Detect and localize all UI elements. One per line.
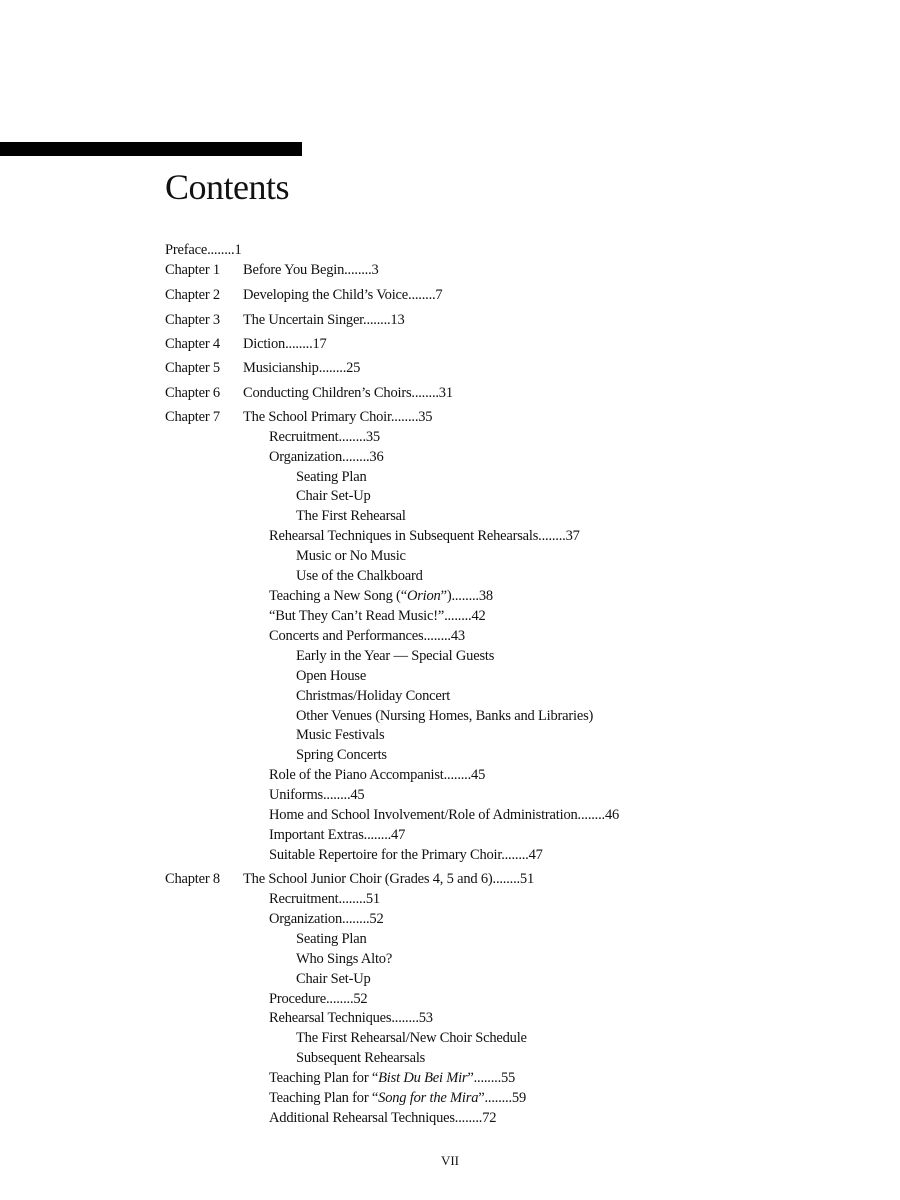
toc-subsection: Chair Set-Up xyxy=(296,488,371,504)
toc-subsection: Open House xyxy=(296,668,367,684)
toc-section: Uniforms........45 xyxy=(269,787,365,803)
toc-subsection: Music Festivals xyxy=(296,727,385,743)
toc-subsection: Early in the Year — Special Guests xyxy=(296,648,495,664)
chapter-title: Before You Begin........3 xyxy=(243,262,379,278)
chapter-number: Chapter 7 xyxy=(165,409,220,425)
toc-section: “But They Can’t Read Music!”........42 xyxy=(269,608,486,624)
chapter-title: Developing the Child’s Voice........7 xyxy=(243,287,443,303)
toc-preface: Preface........1 xyxy=(165,242,242,258)
toc-section: Suitable Repertoire for the Primary Choir........47 xyxy=(269,847,543,863)
toc-section: Home and School Involvement/Role of Administration........46 xyxy=(269,807,620,823)
chapter-number: Chapter 8 xyxy=(165,871,220,887)
toc-section: Teaching Plan for “Bist Du Bei Mir”........55 xyxy=(269,1070,516,1086)
toc-section: Teaching a New Song (“Orion”)........38 xyxy=(269,588,493,604)
toc-subsection: The First Rehearsal xyxy=(296,508,406,524)
toc-subsection: Use of the Chalkboard xyxy=(296,568,423,584)
page-number: VII xyxy=(440,1153,460,1168)
header-rule xyxy=(0,142,302,156)
chapter-title: The School Primary Choir........35 xyxy=(243,409,433,425)
toc-section: Teaching Plan for “Song for the Mira”........59 xyxy=(269,1090,527,1106)
toc-section: Recruitment........35 xyxy=(269,429,380,445)
toc-section: Additional Rehearsal Techniques........72 xyxy=(269,1110,497,1126)
chapter-title: Conducting Children’s Choirs........31 xyxy=(243,385,453,401)
toc-section: Procedure........52 xyxy=(269,991,368,1007)
chapter-number: Chapter 4 xyxy=(165,336,220,352)
toc-subsection: The First Rehearsal/New Choir Schedule xyxy=(296,1030,527,1046)
toc-subsection: Christmas/Holiday Concert xyxy=(296,688,451,704)
chapter-title: Musicianship........25 xyxy=(243,360,361,376)
page-title: Contents xyxy=(165,167,290,207)
chapter-title: The Uncertain Singer........13 xyxy=(243,312,405,328)
toc-subsection: Spring Concerts xyxy=(296,747,387,763)
chapter-number: Chapter 3 xyxy=(165,312,220,328)
chapter-title: The School Junior Choir (Grades 4, 5 and 6)........51 xyxy=(243,871,535,887)
toc-section: Important Extras........47 xyxy=(269,827,406,843)
toc-section: Rehearsal Techniques in Subsequent Rehearsals........37 xyxy=(269,528,580,544)
toc-subsection: Seating Plan xyxy=(296,931,367,947)
song-title: Orion xyxy=(406,588,441,604)
chapter-number: Chapter 6 xyxy=(165,385,220,401)
toc-subsection: Seating Plan xyxy=(296,469,367,485)
toc-subsection: Music or No Music xyxy=(296,548,406,564)
toc-subsection: Other Venues (Nursing Homes, Banks and Libraries) xyxy=(296,708,594,724)
toc-subsection: Who Sings Alto? xyxy=(296,951,393,967)
toc-section: Organization........52 xyxy=(269,911,384,927)
toc-section: Concerts and Performances........43 xyxy=(269,628,465,644)
toc-section: Organization........36 xyxy=(269,449,384,465)
toc-section: Role of the Piano Accompanist........45 xyxy=(269,767,486,783)
song-title: Bist Du Bei Mir xyxy=(378,1070,468,1086)
toc-subsection: Subsequent Rehearsals xyxy=(296,1050,426,1066)
chapter-title: Diction........17 xyxy=(243,336,327,352)
chapter-number: Chapter 5 xyxy=(165,360,220,376)
chapter-number: Chapter 1 xyxy=(165,262,220,278)
toc-section: Recruitment........51 xyxy=(269,891,380,907)
toc-subsection: Chair Set-Up xyxy=(296,971,371,987)
song-title: Song for the Mira xyxy=(378,1090,479,1106)
toc-section: Rehearsal Techniques........53 xyxy=(269,1010,433,1026)
chapter-number: Chapter 2 xyxy=(165,287,220,303)
